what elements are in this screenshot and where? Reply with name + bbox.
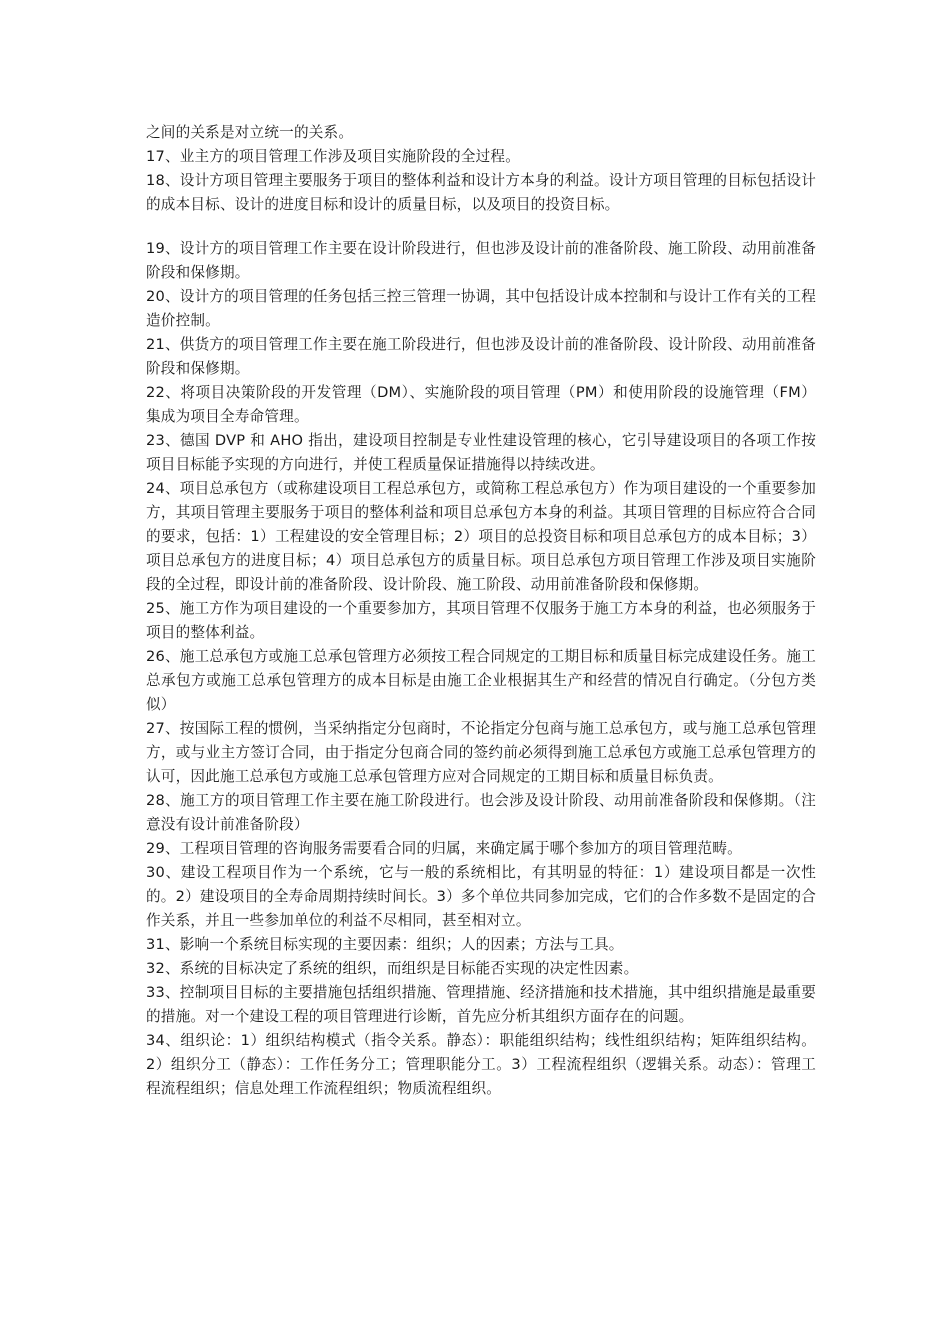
paragraph-23: 23、德国 DVP 和 AHO 指出，建设项目控制是专业性建设管理的核心，它引导建设项目的各项工作按项目目标能予实现的方向进行，并使工程质量保证措施得以持续改进。	[146, 432, 816, 473]
paragraph-30: 30、建设工程项目作为一个系统，它与一般的系统相比，有其明显的特征：1）建设项目都是一次性的。2）建设项目的全寿命周期持续时间长。3）多个单位共同参加完成，它们的合作多数不是固定的合作关系，并且一些参加单位的利益不尽相同，甚至相对立。	[146, 864, 816, 929]
paragraph-22: 22、将项目决策阶段的开发管理（DM）、实施阶段的项目管理（PM）和使用阶段的设施管理（FM）集成为项目全寿命管理。	[146, 384, 816, 425]
paragraph-20: 20、设计方的项目管理的任务包括三控三管理一协调，其中包括设计成本控制和与设计工作有关的工程造价控制。	[146, 288, 816, 329]
paragraph-24: 24、项目总承包方（或称建设项目工程总承包方，或简称工程总承包方）作为项目建设的一个重要参加方，其项目管理主要服务于项目的整体利益和项目总承包方本身的利益。其项目管理的目标应符合合同的要求，包括：1）工程建设的安全管理目标；2）项目的总投资目标和项目总承包方的成本目标；3）项目总承包方的进度目标；4）项目总承包方的质量目标。项目总承包方项目管理工作涉及项目实施阶段的全过程，即设计前的准备阶段、设计阶段、施工阶段、动用前准备阶段和保修期。	[146, 480, 816, 593]
paragraph-gap	[146, 217, 816, 237]
paragraph-26: 26、施工总承包方或施工总承包管理方必须按工程合同规定的工期目标和质量目标完成建设任务。施工总承包方或施工总承包管理方的成本目标是由施工企业根据其生产和经营的情况自行确定。（分包方类似）	[146, 648, 816, 713]
paragraph-25: 25、施工方作为项目建设的一个重要参加方，其项目管理不仅服务于施工方本身的利益，也必须服务于项目的整体利益。	[146, 600, 816, 641]
paragraph-27: 27、按国际工程的惯例，当采纳指定分包商时，不论指定分包商与施工总承包方，或与施工总承包管理方，或与业主方签订合同，由于指定分包商合同的签约前必须得到施工总承包方或施工总承包管理方的认可，因此施工总承包方或施工总承包管理方应对合同规定的工期目标和质量目标负责。	[146, 720, 816, 785]
paragraph-28: 28、施工方的项目管理工作主要在施工阶段进行。也会涉及设计阶段、动用前准备阶段和保修期。（注意没有设计前准备阶段）	[146, 792, 816, 833]
paragraph-18: 18、设计方项目管理主要服务于项目的整体利益和设计方本身的利益。设计方项目管理的目标包括设计的成本目标、设计的进度目标和设计的质量目标，以及项目的投资目标。	[146, 172, 816, 213]
paragraph-17: 17、业主方的项目管理工作涉及项目实施阶段的全过程。	[146, 148, 521, 165]
document-page	[146, 121, 816, 1101]
paragraph-31: 31、影响一个系统目标实现的主要因素：组织；人的因素；方法与工具。	[146, 936, 624, 953]
paragraph-19: 19、设计方的项目管理工作主要在设计阶段进行，但也涉及设计前的准备阶段、施工阶段、动用前准备阶段和保修期。	[146, 240, 816, 281]
paragraph-continuation: 之间的关系是对立统一的关系。	[146, 124, 354, 141]
paragraph-32: 32、系统的目标决定了系统的组织，而组织是目标能否实现的决定性因素。	[146, 960, 639, 977]
paragraph-29: 29、工程项目管理的咨询服务需要看合同的归属，来确定属于哪个参加方的项目管理范畴。	[146, 840, 742, 857]
paragraph-33: 33、控制项目目标的主要措施包括组织措施、管理措施、经济措施和技术措施，其中组织措施是最重要的措施。对一个建设工程的项目管理进行诊断，首先应分析其组织方面存在的问题。	[146, 984, 816, 1025]
paragraph-34: 34、组织论：1）组织结构模式（指令关系。静态）：职能组织结构；线性组织结构；矩阵组织结构。2）组织分工（静态）：工作任务分工；管理职能分工。3）工程流程组织（逻辑关系。动态）：管理工程流程组织；信息处理工作流程组织；物质流程组织。	[146, 1032, 816, 1097]
paragraph-21: 21、供货方的项目管理工作主要在施工阶段进行，但也涉及设计前的准备阶段、设计阶段、动用前准备阶段和保修期。	[146, 336, 816, 377]
